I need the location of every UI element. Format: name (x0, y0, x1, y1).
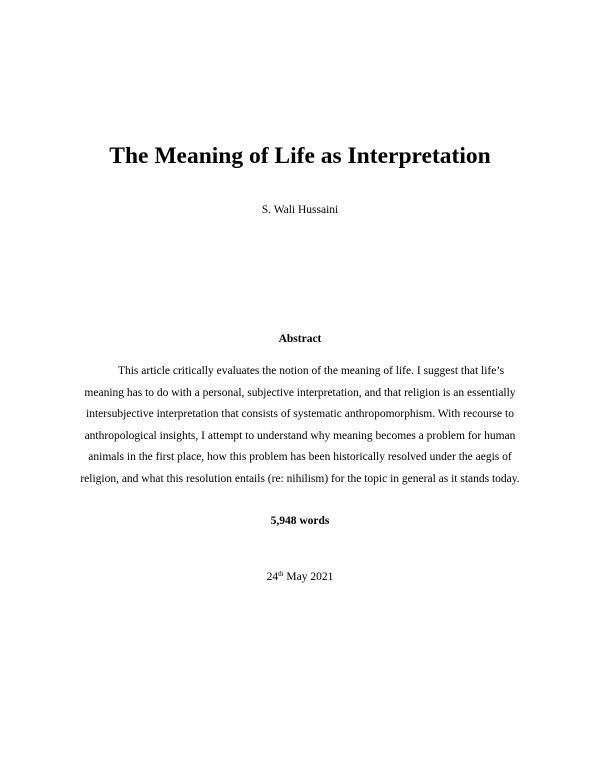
abstract-line: anthropological insights, I attempt to understand why meaning becomes a problem for human (84, 429, 516, 442)
date-day: 24 (266, 571, 279, 583)
abstract-line: This article critically evaluates the notion of the meaning of life. I suggest that life’s (117, 365, 505, 377)
abstract-line: intersubjective interpretation that consists of systematic anthropomorphism. With recourse to (86, 408, 514, 421)
abstract-line: meaning has to do with a personal, subjective interpretation, and that religion is an essentially (84, 386, 516, 399)
date-month-year: May 2021 (286, 571, 334, 583)
abstract-heading: Abstract (278, 333, 322, 345)
publication-date (0, 569, 600, 585)
date-ordinal-suffix: th (278, 570, 284, 578)
word-count: 5,948 words (270, 515, 330, 527)
abstract-body (74, 361, 526, 491)
abstract-line: religion, and what this resolution entails (re: nihilism) for the topic in general as it stands today. (80, 472, 520, 485)
abstract-line: animals in the first place, how this problem has been historically resolved under the aegis of (88, 451, 512, 464)
author-name: S. Wali Hussaini (261, 204, 339, 216)
paper-title: The Meaning of Life as Interpretation (109, 143, 491, 169)
